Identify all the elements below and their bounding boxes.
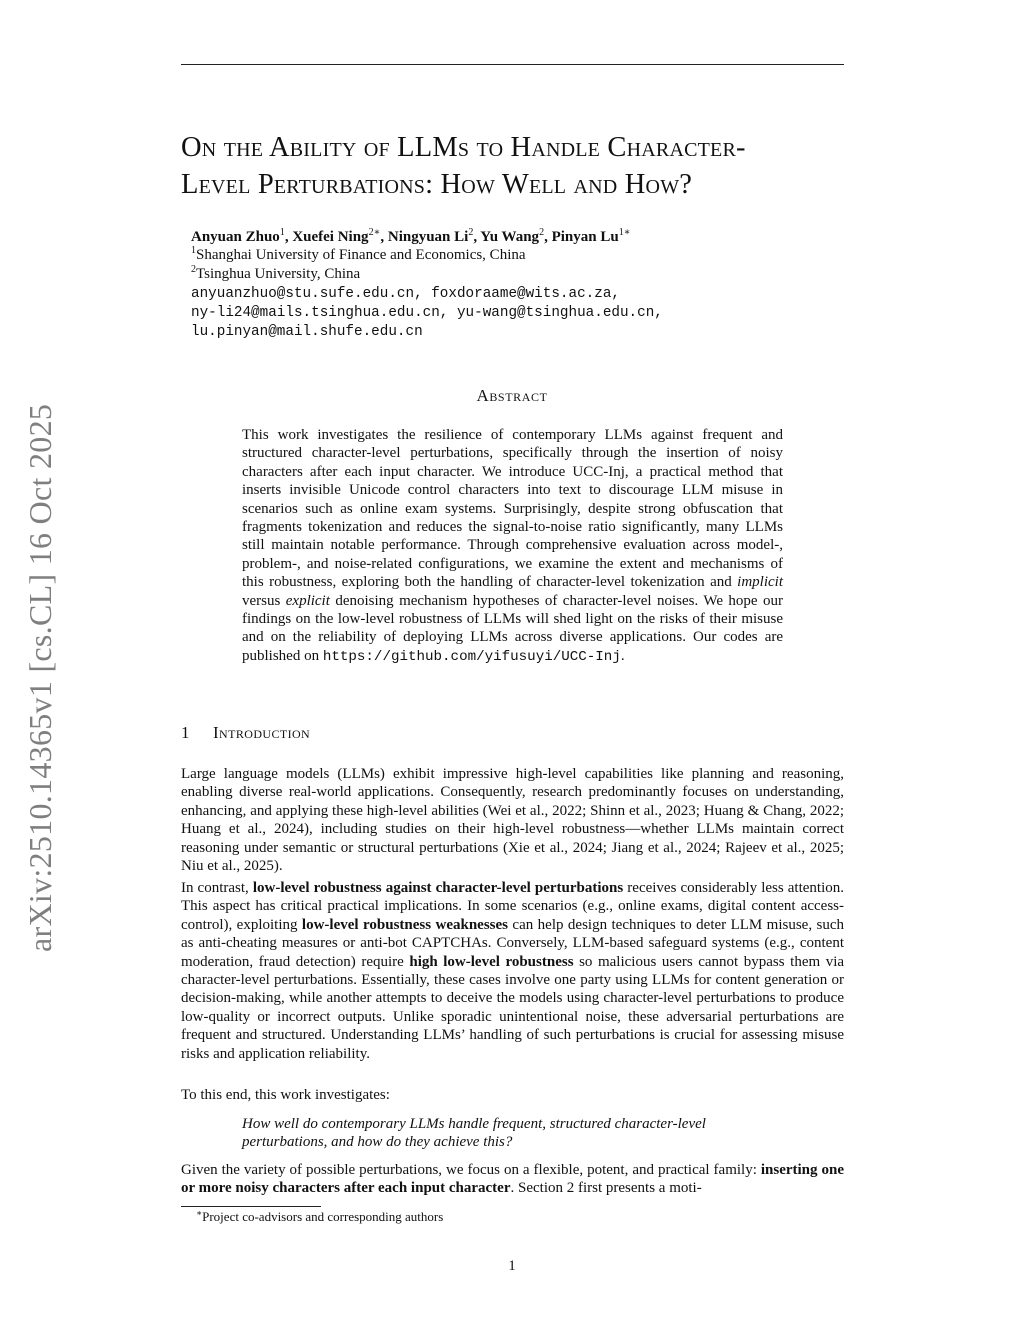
page-number: 1 [508, 1258, 516, 1274]
affiliation-1: $^1$Shanghai University of Finance and Economics, China [191, 245, 526, 263]
abstract-heading: Abstract [476, 386, 548, 405]
email-line: anyuanzhuo@stu.sufe.edu.cn, foxdoraame@wits.ac.za, [191, 286, 620, 302]
footnote-rule [181, 1206, 321, 1207]
author-sup: 1∗ [618, 227, 631, 238]
author-name: Ningyuan Li [387, 229, 469, 245]
top-rule [181, 64, 844, 65]
research-question: How well do contemporary LLMs handle frequent, structured character-level perturbations, and how do they achieve this? [242, 1116, 706, 1151]
intro-paragraph-1: Large language models (LLMs) exhibit impressive high-level capabilities like planning and reasoning, enabling diverse real-world applications. Consequently, research predominantly focuses on understanding, enhancing, and applying these high-level abilities (Wei et al., 2022; Shinn et al., 2023; Huang & Chang, 2022; Huang et al., 2024), including studies on their high-level robustness—whether LLMs maintain correct reasoning under semantic or structural perturbations (Xie et al., 2024; Jiang et al., 2024; Rajeev et al., 2025; Niu et al., 2025). [181, 766, 844, 875]
author-sup: 1 [279, 227, 285, 238]
section-heading: 1 Introduction [181, 723, 311, 742]
intro-paragraph-3: To this end, this work investigates: [181, 1087, 390, 1103]
author-name: Xuefei Ning [292, 229, 369, 245]
intro-paragraph-4: Given the variety of possible perturbations, we focus on a flexible, potent, and practical family: inserting one or more noisy characters after each input character. Section 2 first presents a moti- [181, 1162, 844, 1197]
arxiv-side-stamp: arXiv:2510.14365v1 [cs.CL] 16 Oct 2025 [22, 403, 58, 952]
footnote: ∗Project co-advisors and corresponding authors [196, 1208, 444, 1224]
title-line-1: On the Ability of LLMs to Handle Character- [181, 132, 746, 163]
affiliation-2: $^2$Tsinghua University, China [191, 264, 361, 282]
author-name: Pinyan Lu [551, 229, 619, 245]
title-line-2: Level Perturbations: How Well and How? [181, 169, 693, 200]
intro-paragraph-2: In contrast, low-level robustness against character-level perturbations receives considerably less attention. This aspect has critical practical implications. In some scenarios (e.g., online exams, digital content access-control), exploiting low-level robustness weaknesses can help design techniques to deter LLM misuse, such as anti-cheating measures or anti-bot CAPTCHAs. Conversely, LLM-based safeguard systems (e.g., content moderation, fraud detection) require high low-level robustness so malicious users cannot bypass them via character-level perturbations. Essentially, these cases involve one party using LLMs for content generation or decision-making, while another attempts to deceive the models using character-level perturbations to produce low-quality or incorrect outputs. Unlike sporadic unintentional noise, these adversarial perturbations are frequent and structured. Understanding LLMs’ handling of such perturbations is crucial for assessing misuse risks and application reliability. [181, 880, 845, 1062]
paper-title [181, 129, 861, 203]
abstract-body: This work investigates the resilience of contemporary LLMs against frequent and structured character-level perturbations, specifically through the insertion of noisy characters after each input character. We introduce UCC-Inj, a practical method that inserts invisible Unicode control characters into text to discourage LLM misuse in scenarios such as online exam systems. Surprisingly, despite strong obfuscation that fragments tokenization and reduces the signal-to-noise ratio significantly, many LLMs still maintain notable performance. Through comprehensive evaluation across model-, problem-, and noise-related configurations, we examine the extent and mechanisms of this robustness, exploring both the handling of character-level tokenization and implicit versus explicit denoising mechanism hypotheses of character-level noises. We hope our findings on the low-level robustness of LLMs will shed light on the risks of their misuse and on the reliability of deploying LLMs across diverse applications. Our codes are published on https://github.com/yifusuyi/UCC-Inj. [242, 427, 783, 665]
author-name: Anyuan Zhuo [191, 229, 280, 245]
author-sup: 2 [468, 227, 474, 238]
author-name: Yu Wang [480, 229, 540, 245]
author-list: Anyuan Zhuo$^1$, Xuefei Ning$^{2∗}$, Ningyuan Li$^2$, Yu Wang$^2$, Pinyan $Lu^{1∗}$ [191, 227, 631, 245]
email-line: lu.pinyan@mail.shufe.edu.cn [191, 324, 423, 340]
author-sup: 2 [539, 227, 545, 238]
code-link[interactable]: https://github.com/yifusuyi/UCC-Inj [322, 648, 621, 665]
author-sup: 2∗ [368, 227, 381, 238]
email-line: ny-li24@mails.tsinghua.edu.cn, yu-wang@tsinghua.edu.cn, [191, 305, 663, 321]
